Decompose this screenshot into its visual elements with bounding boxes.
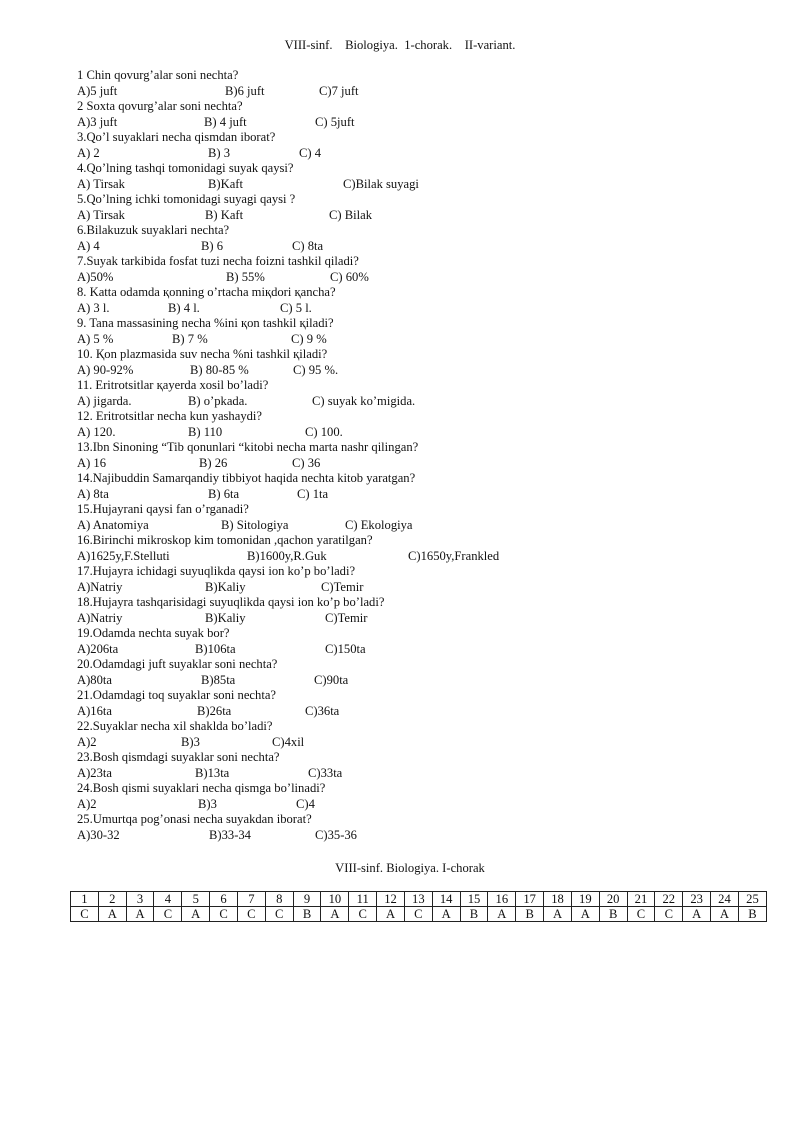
- option-a: A)2: [77, 734, 97, 749]
- key-number-cell: 3: [126, 892, 154, 907]
- question-options: [77, 270, 767, 286]
- option-a: A) 120.: [77, 424, 116, 439]
- option-b: B) 26: [199, 455, 228, 470]
- answer-key-numbers-row: [71, 892, 767, 907]
- key-number-cell: 11: [349, 892, 377, 907]
- option-b: B)3: [181, 734, 200, 749]
- key-number-cell: 10: [321, 892, 349, 907]
- option-c: C) 8ta: [292, 238, 324, 253]
- key-answer-cell: C: [265, 907, 293, 922]
- question-list: [77, 68, 767, 843]
- option-b: B) Sitologiya: [221, 517, 289, 532]
- option-a: A)16ta: [77, 703, 112, 718]
- answer-key-title: VIII-sinf. Biologiya. I-chorak: [335, 861, 485, 875]
- question-text: 17.Hujayra ichidagi suyuqlikda qaysi ion ko’p bo’ladi?: [77, 564, 356, 578]
- option-c: C)4xil: [272, 734, 305, 749]
- question-text: 8. Katta odamda қonning o’rtacha miқdori қancha?: [77, 285, 336, 299]
- key-number-cell: 15: [460, 892, 488, 907]
- key-answer-cell: A: [544, 907, 572, 922]
- option-c: C)Bilak suyagi: [343, 176, 419, 191]
- option-b: B)3: [198, 796, 217, 811]
- question-options: [77, 239, 767, 255]
- key-number-cell: 20: [599, 892, 627, 907]
- key-answer-cell: C: [349, 907, 377, 922]
- question-text: 9. Tana massasining necha %ini қon tashkil қiladi?: [77, 316, 334, 330]
- option-b: B) 6ta: [208, 486, 240, 501]
- key-number-cell: 1: [71, 892, 99, 907]
- option-a: A) 16: [77, 455, 107, 470]
- key-number-cell: 2: [98, 892, 126, 907]
- key-answer-cell: B: [460, 907, 488, 922]
- question-options: [77, 301, 767, 317]
- question-options: [77, 115, 767, 131]
- option-c: C)33ta: [308, 765, 343, 780]
- option-b: B)85ta: [201, 672, 236, 687]
- option-c: C)90ta: [314, 672, 349, 687]
- option-c: C) 60%: [330, 269, 369, 284]
- key-answer-cell: B: [293, 907, 321, 922]
- option-c: C)150ta: [325, 641, 366, 656]
- option-b: B)Kaliy: [205, 579, 246, 594]
- option-c: C)Temir: [325, 610, 368, 625]
- key-number-cell: 22: [655, 892, 683, 907]
- key-answer-cell: A: [182, 907, 210, 922]
- key-number-cell: 5: [182, 892, 210, 907]
- question-options: [77, 549, 767, 565]
- option-b: B) 4 l.: [168, 300, 200, 315]
- option-c: C) suyak ko’migida.: [312, 393, 416, 408]
- option-c: C)4: [296, 796, 315, 811]
- option-c: C) 9 %: [291, 331, 327, 346]
- option-c: C) 1ta: [297, 486, 329, 501]
- option-a: A) 90-92%: [77, 362, 134, 377]
- option-b: B) 55%: [226, 269, 265, 284]
- question-text: 7.Suyak tarkibida fosfat tuzi necha foizni tashkil qiladi?: [77, 254, 359, 268]
- option-b: B)26ta: [197, 703, 232, 718]
- question-options: [77, 580, 767, 596]
- option-c: C)Temir: [321, 579, 364, 594]
- option-b: B) 4 juft: [204, 114, 247, 129]
- question-text: 10. Қon plazmasida suv necha %ni tashkil қiladi?: [77, 347, 328, 361]
- key-number-cell: 14: [432, 892, 460, 907]
- key-number-cell: 18: [544, 892, 572, 907]
- question-text: 24.Bosh qismi suyaklari necha qismga bo’linadi?: [77, 781, 326, 795]
- key-answer-cell: C: [210, 907, 238, 922]
- question-text: 23.Bosh qismdagi suyaklar soni nechta?: [77, 750, 280, 764]
- option-c: C) Ekologiya: [345, 517, 413, 532]
- key-number-cell: 4: [154, 892, 182, 907]
- question-options: [77, 704, 767, 720]
- answer-key-table: [70, 891, 767, 922]
- option-a: A)50%: [77, 269, 114, 284]
- question-options: [77, 208, 767, 224]
- key-answer-cell: C: [71, 907, 99, 922]
- option-c: C)1650y,Frankled: [408, 548, 500, 563]
- key-number-cell: 24: [711, 892, 739, 907]
- option-b: B)33-34: [209, 827, 251, 842]
- option-c: C) 5juft: [315, 114, 355, 129]
- question-options: [77, 797, 767, 813]
- key-number-cell: 6: [210, 892, 238, 907]
- key-answer-cell: C: [627, 907, 655, 922]
- key-number-cell: 12: [377, 892, 405, 907]
- option-c: C)7 juft: [319, 83, 359, 98]
- option-a: A) 4: [77, 238, 100, 253]
- key-answer-cell: A: [377, 907, 405, 922]
- question-text: 19.Odamda nechta suyak bor?: [77, 626, 230, 640]
- option-b: B) 7 %: [172, 331, 208, 346]
- question-options: [77, 332, 767, 348]
- key-number-cell: 16: [488, 892, 516, 907]
- option-c: C) 95 %.: [293, 362, 339, 377]
- question-text: 3.Qo’l suyaklari necha qismdan iborat?: [77, 130, 276, 144]
- option-a: A)3 juft: [77, 114, 118, 129]
- question-options: [77, 766, 767, 782]
- key-answer-cell: A: [683, 907, 711, 922]
- question-text: 11. Eritrotsitlar қayerda xosil bo’ladi?: [77, 378, 269, 392]
- key-number-cell: 17: [516, 892, 544, 907]
- option-b: B)1600y,R.Guk: [247, 548, 327, 563]
- key-answer-cell: B: [599, 907, 627, 922]
- question-options: [77, 518, 767, 534]
- key-answer-cell: C: [237, 907, 265, 922]
- key-answer-cell: B: [738, 907, 766, 922]
- key-answer-cell: A: [488, 907, 516, 922]
- page-header: VIII-sinf. Biologiya. 1-chorak. II-variant.: [284, 38, 516, 52]
- question-text: 12. Eritrotsitlar necha kun yashaydi?: [77, 409, 263, 423]
- option-b: B)Kaft: [208, 176, 243, 191]
- key-answer-cell: A: [432, 907, 460, 922]
- question-text: 25.Umurtqa pog’onasi necha suyakdan iborat?: [77, 812, 312, 826]
- question-options: [77, 363, 767, 379]
- question-options: [77, 642, 767, 658]
- question-text: 20.Odamdagi juft suyaklar soni nechta?: [77, 657, 278, 671]
- option-a: A) Tirsak: [77, 176, 125, 191]
- option-b: B)6 juft: [225, 83, 265, 98]
- question-options: [77, 425, 767, 441]
- question-text: 16.Birinchi mikroskop kim tomonidan ,qachon yaratilgan?: [77, 533, 373, 547]
- option-b: B)Kaliy: [205, 610, 246, 625]
- key-answer-cell: A: [126, 907, 154, 922]
- key-number-cell: 21: [627, 892, 655, 907]
- question-text: 13.Ibn Sinoning “Tib qonunlari “kitobi necha marta nashr qilingan?: [77, 440, 419, 454]
- answer-key-answers-row: [71, 907, 767, 922]
- option-c: C) 36: [292, 455, 321, 470]
- option-a: A)80ta: [77, 672, 112, 687]
- question-text: 1 Chin qovurg’alar soni nechta?: [77, 68, 239, 82]
- question-text: 21.Odamdagi toq suyaklar soni nechta?: [77, 688, 276, 702]
- key-answer-cell: A: [571, 907, 599, 922]
- key-answer-cell: A: [711, 907, 739, 922]
- question-options: [77, 84, 767, 100]
- question-options: [77, 828, 767, 844]
- option-a: A)23ta: [77, 765, 112, 780]
- question-options: [77, 177, 767, 193]
- question-options: [77, 456, 767, 472]
- option-a: A)206ta: [77, 641, 119, 656]
- key-answer-cell: B: [516, 907, 544, 922]
- option-b: B) 6: [201, 238, 224, 253]
- option-a: A)Natriy: [77, 579, 123, 594]
- option-a: A)Natriy: [77, 610, 123, 625]
- option-a: A) Tirsak: [77, 207, 125, 222]
- question-text: 22.Suyaklar necha xil shaklda bo’ladi?: [77, 719, 273, 733]
- question-options: [77, 487, 767, 503]
- key-answer-cell: C: [655, 907, 683, 922]
- option-b: B)13ta: [195, 765, 230, 780]
- option-b: B)106ta: [195, 641, 236, 656]
- key-answer-cell: C: [154, 907, 182, 922]
- question-text: 15.Hujayrani qaysi fan o’rganadi?: [77, 502, 249, 516]
- option-b: B) Kaft: [205, 207, 244, 222]
- question-options: [77, 146, 767, 162]
- question-text: 4.Qo’lning tashqi tomonidagi suyak qaysi?: [77, 161, 294, 175]
- question-options: [77, 735, 767, 751]
- option-c: C)35-36: [315, 827, 357, 842]
- option-a: A)1625y,F.Stelluti: [77, 548, 170, 563]
- question-text: 5.Qo’lning ichki tomonidagi suyagi qaysi ?: [77, 192, 296, 206]
- question-options: [77, 394, 767, 410]
- option-b: B) 3: [208, 145, 231, 160]
- option-c: C) 4: [299, 145, 322, 160]
- key-number-cell: 19: [571, 892, 599, 907]
- question-text: 2 Soxta qovurg’alar soni nechta?: [77, 99, 243, 113]
- option-a: A) 5 %: [77, 331, 114, 346]
- question-options: [77, 611, 767, 627]
- question-text: 18.Hujayra tashqarisidagi suyuqlikda qaysi ion ko’p bo’ladi?: [77, 595, 385, 609]
- option-c: C) 5 l.: [280, 300, 312, 315]
- key-number-cell: 9: [293, 892, 321, 907]
- key-number-cell: 8: [265, 892, 293, 907]
- key-number-cell: 7: [237, 892, 265, 907]
- option-c: C)36ta: [305, 703, 340, 718]
- option-a: A) 3 l.: [77, 300, 110, 315]
- option-a: A)5 juft: [77, 83, 118, 98]
- option-a: A)2: [77, 796, 97, 811]
- question-options: [77, 673, 767, 689]
- key-number-cell: 25: [738, 892, 766, 907]
- option-a: A) 2: [77, 145, 100, 160]
- option-b: B) o’pkada.: [188, 393, 248, 408]
- key-number-cell: 13: [404, 892, 432, 907]
- option-a: A)30-32: [77, 827, 120, 842]
- question-text: 14.Najibuddin Samarqandiy tibbiyot haqida nechta kitob yaratgan?: [77, 471, 416, 485]
- option-a: A) jigarda.: [77, 393, 132, 408]
- key-number-cell: 23: [683, 892, 711, 907]
- option-b: B) 80-85 %: [190, 362, 249, 377]
- option-c: C) 100.: [305, 424, 343, 439]
- option-c: C) Bilak: [329, 207, 373, 222]
- key-answer-cell: A: [321, 907, 349, 922]
- question-text: 6.Bilakuzuk suyaklari nechta?: [77, 223, 230, 237]
- option-b: B) 110: [188, 424, 223, 439]
- option-a: A) Anatomiya: [77, 517, 149, 532]
- key-answer-cell: A: [98, 907, 126, 922]
- key-answer-cell: C: [404, 907, 432, 922]
- option-a: A) 8ta: [77, 486, 109, 501]
